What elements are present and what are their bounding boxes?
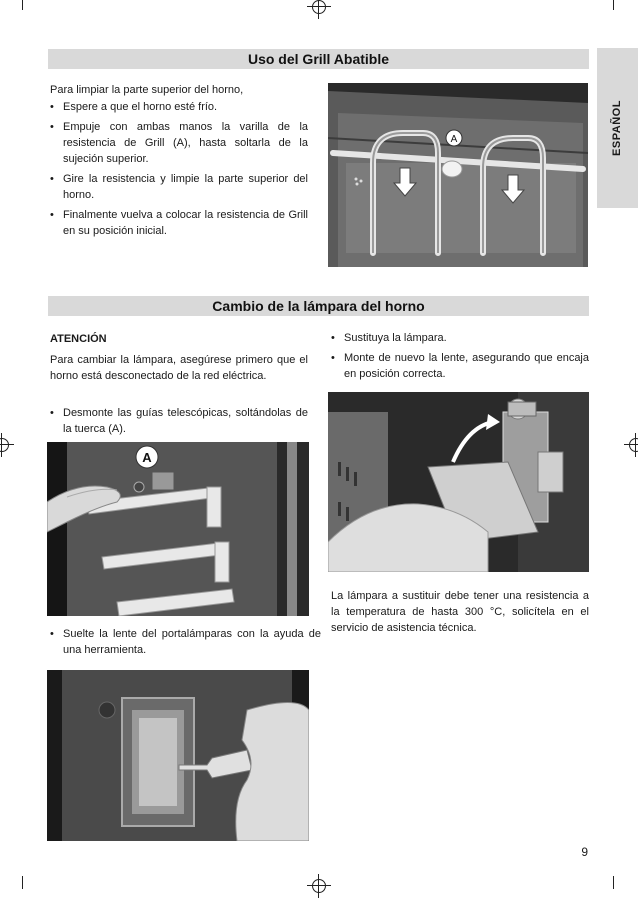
registration-mark-left	[0, 435, 12, 455]
grill-step-4: • Finalmente vuelva a colocar la resistencia de Grill en su posición inicial.	[50, 207, 308, 239]
registration-mark-right	[626, 435, 638, 455]
grill-illustration	[328, 83, 588, 267]
grill-intro: Para limpiar la parte superior del horno,	[50, 84, 244, 96]
page-number: 9	[581, 845, 588, 859]
registration-mark-bottom	[309, 876, 329, 896]
crop-mark-bottom-right	[613, 876, 614, 889]
lamp-note: La lámpara a sustituir debe tener una resistencia a la temperatura de hasta 300 °C, solicítela en el servicio de asistencia técnica.	[331, 590, 589, 634]
lamp-intro: Para cambiar la lámpara, asegúrese primero que el horno está desconectado de la red eléctrica.	[50, 354, 308, 382]
lamp-step-lens: • Suelte la lente del portalámparas con la ayuda de una herramienta.	[50, 626, 321, 658]
crop-mark-top-right	[613, 0, 614, 10]
lamp-illustration	[328, 392, 589, 572]
section-title-lamp: Cambio de la lámpara del horno	[48, 296, 589, 316]
lens-illustration	[47, 670, 309, 841]
language-tab	[597, 48, 638, 208]
guides-illustration	[47, 442, 309, 616]
grill-step-1: • Espere a que el horno esté frío.	[50, 99, 308, 115]
language-tab-label: ESPAÑOL	[611, 100, 623, 156]
grill-step-2: • Empuje con ambas manos la varilla de la resistencia de Grill (A), hasta soltarla de la sujeción superior.	[50, 119, 308, 167]
guides-callout-a: A	[142, 450, 152, 465]
registration-mark-top	[309, 0, 329, 17]
grill-step-3: • Gire la resistencia y limpie la parte superior del horno.	[50, 171, 308, 203]
lamp-step-refit: • Monte de nuevo la lente, asegurando que encaja en posición correcta.	[331, 350, 589, 382]
lamp-step-replace: • Sustituya la lámpara.	[331, 330, 602, 346]
crop-mark-bottom-left	[22, 876, 23, 889]
crop-mark-top-left	[22, 0, 23, 10]
lamp-step-guides: • Desmonte las guías telescópicas, soltándolas de la tuerca (A).	[50, 405, 308, 437]
section-title-grill: Uso del Grill Abatible	[48, 49, 589, 69]
attention-heading: ATENCIÓN	[50, 333, 107, 345]
grill-callout-a: A	[450, 134, 458, 145]
